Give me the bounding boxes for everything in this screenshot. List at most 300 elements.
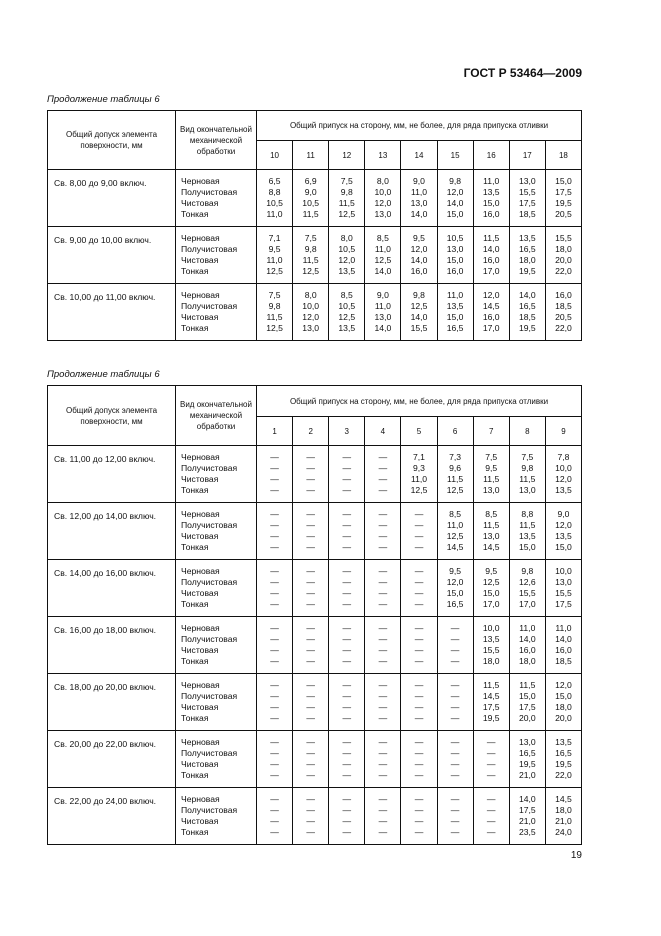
table-row	[48, 446, 582, 503]
allowance-value: 14,0	[410, 255, 428, 265]
allowance-values-cell	[329, 446, 365, 503]
allowance-value: 11,5	[302, 255, 319, 265]
table-row	[48, 284, 582, 341]
allowance-value: 11,5	[266, 312, 283, 322]
machining-type: Чистовая	[181, 198, 219, 208]
allowance-value: 16,5	[446, 599, 464, 609]
allowance-value: —	[306, 634, 315, 644]
tolerance-range-cell: Св. 10,00 до 11,00 включ.	[48, 284, 176, 341]
allowance-value: 9,8	[521, 463, 534, 473]
allowance-values-cell	[473, 731, 509, 788]
allowance-values-cell	[257, 170, 293, 227]
allowance-value: —	[270, 656, 279, 666]
machining-types-cell	[176, 674, 257, 731]
machining-type: Тонкая	[181, 713, 209, 723]
allowance-values-cell	[437, 446, 473, 503]
allowance-value: —	[450, 748, 460, 758]
allowance-value: 23,5	[518, 827, 536, 837]
allowance-value: 21,0	[518, 770, 536, 780]
allowance-values-cell	[365, 446, 401, 503]
allowance-value: 17,0	[482, 599, 500, 609]
header-tolerance: Общий допуск элемента поверхности, мм	[48, 111, 176, 170]
machining-type: Тонкая	[181, 770, 209, 780]
allowance-value: —	[306, 645, 315, 655]
machining-type: Тонкая	[181, 656, 209, 666]
allowance-values-cell	[365, 170, 401, 227]
allowance-value: 11,0	[447, 520, 464, 530]
allowance-value: 14,0	[410, 209, 428, 219]
allowance-value: 18,0	[482, 656, 500, 666]
allowance-values-cell	[401, 503, 437, 560]
allowance-value: 16,0	[555, 645, 572, 655]
allowance-values-cell	[473, 284, 509, 341]
allowance-value: 12,5	[374, 255, 392, 265]
machining-type: Получистовая	[181, 463, 238, 473]
allowance-value: —	[378, 737, 388, 747]
allowance-value: 9,8	[304, 244, 317, 254]
allowance-value: —	[270, 531, 279, 541]
allowance-value: —	[342, 509, 352, 519]
allowance-values-cell	[329, 227, 365, 284]
allowance-value: 21,0	[518, 816, 536, 826]
table-row	[48, 503, 582, 560]
allowance-value: 13,5	[446, 301, 464, 311]
allowance-value: —	[378, 691, 388, 701]
header-allowance-group: Общий припуск на сторону, мм, не более, для ряда припуска отливки	[257, 386, 582, 417]
allowance-value: 12,0	[482, 290, 500, 300]
allowance-values-cell	[473, 560, 509, 617]
machining-type: Чистовая	[181, 759, 219, 769]
allowance-value: —	[306, 805, 315, 815]
allowance-value: —	[342, 713, 352, 723]
allowance-value: —	[378, 794, 388, 804]
allowance-values-cell	[257, 560, 293, 617]
machining-types-cell	[176, 788, 257, 845]
machining-type: Получистовая	[181, 577, 238, 587]
allowance-value: 15,0	[555, 542, 572, 552]
allowance-value: 6,9	[304, 176, 317, 186]
allowance-values-cell	[509, 788, 545, 845]
allowance-value: 14,0	[374, 323, 392, 333]
machining-type: Черновая	[181, 290, 220, 300]
allowance-value: —	[270, 737, 279, 747]
allowance-value: 19,5	[482, 713, 500, 723]
allowance-value: 15,0	[446, 209, 464, 219]
allowance-values-cell	[329, 674, 365, 731]
allowance-value: 11,0	[410, 474, 428, 484]
allowance-values-cell	[329, 617, 365, 674]
allowance-value: 15,0	[482, 588, 500, 598]
allowance-value: 12,5	[410, 485, 428, 495]
allowance-value: 16,0	[410, 266, 428, 276]
allowance-value: 16,0	[482, 209, 500, 219]
machining-type: Тонкая	[181, 599, 209, 609]
allowance-value: 20,0	[518, 713, 536, 723]
allowance-value: —	[270, 463, 279, 473]
allowance-value: 12,0	[446, 577, 464, 587]
table-row	[48, 170, 582, 227]
allowance-value: 14,0	[410, 312, 428, 322]
allowance-value: 14,0	[518, 634, 536, 644]
allowance-value: —	[450, 805, 460, 815]
allowance-values-cell	[257, 788, 293, 845]
allowance-value: —	[270, 599, 279, 609]
allowance-value: —	[342, 634, 352, 644]
allowance-values-cell	[509, 674, 545, 731]
allowance-values-cell	[293, 284, 329, 341]
allowance-values-cell	[257, 503, 293, 560]
allowance-values-cell	[437, 788, 473, 845]
allowance-value: 12,0	[555, 520, 572, 530]
allowance-value: 22,0	[555, 266, 572, 276]
allowance-value: 11,0	[410, 187, 428, 197]
allowance-table-1	[47, 110, 582, 341]
allowance-values-cell	[473, 674, 509, 731]
allowance-value: 7,3	[449, 452, 462, 462]
machining-type: Тонкая	[181, 266, 209, 276]
allowance-value: —	[486, 805, 496, 815]
allowance-value: 8,8	[268, 187, 281, 197]
allowance-value: 12,5	[266, 266, 283, 276]
allowance-value: —	[414, 816, 424, 826]
series-header: 4	[365, 417, 401, 446]
allowance-values-cell	[545, 170, 581, 227]
allowance-value: —	[414, 509, 424, 519]
allowance-value: 20,0	[555, 713, 572, 723]
machining-type: Получистовая	[181, 187, 238, 197]
machining-type: Тонкая	[181, 209, 209, 219]
allowance-value: —	[306, 702, 315, 712]
allowance-value: 15,5	[555, 233, 572, 243]
allowance-value: 8,5	[449, 509, 462, 519]
allowance-value: —	[306, 794, 315, 804]
allowance-value: —	[450, 770, 460, 780]
allowance-value: —	[342, 577, 352, 587]
machining-type: Черновая	[181, 509, 220, 519]
allowance-value: —	[414, 623, 424, 633]
allowance-value: 16,5	[555, 748, 572, 758]
allowance-value: —	[342, 623, 352, 633]
machining-type: Черновая	[181, 452, 220, 462]
allowance-value: 16,0	[482, 255, 500, 265]
allowance-values-cell	[293, 446, 329, 503]
allowance-value: —	[378, 702, 388, 712]
series-header: 2	[293, 417, 329, 446]
machining-type: Чистовая	[181, 312, 219, 322]
allowance-value: 11,0	[266, 209, 283, 219]
allowance-values-cell	[437, 503, 473, 560]
allowance-value: —	[306, 577, 315, 587]
tolerance-range-cell: Св. 12,00 до 14,00 включ.	[48, 503, 176, 560]
allowance-value: 11,5	[483, 474, 500, 484]
series-header: 8	[509, 417, 545, 446]
allowance-value: 18,0	[555, 805, 572, 815]
allowance-value: —	[270, 474, 279, 484]
allowance-values-cell	[509, 446, 545, 503]
allowance-value: 9,5	[413, 233, 425, 243]
allowance-value: —	[306, 599, 315, 609]
allowance-value: —	[342, 680, 352, 690]
allowance-value: —	[342, 748, 352, 758]
allowance-value: —	[486, 816, 496, 826]
allowance-value: 13,5	[338, 266, 356, 276]
machining-type: Получистовая	[181, 691, 238, 701]
allowance-value: 11,0	[374, 301, 391, 311]
allowance-value: —	[342, 759, 352, 769]
allowance-value: —	[378, 713, 388, 723]
allowance-value: —	[342, 805, 352, 815]
allowance-value: —	[270, 588, 279, 598]
allowance-value: —	[306, 542, 315, 552]
allowance-value: —	[378, 485, 388, 495]
tolerance-range-cell: Св. 22,00 до 24,00 включ.	[48, 788, 176, 845]
allowance-values-cell	[545, 617, 581, 674]
allowance-value: —	[306, 827, 315, 837]
allowance-value: —	[414, 748, 424, 758]
allowance-value: —	[306, 680, 315, 690]
series-header: 14	[401, 141, 437, 170]
series-header: 17	[509, 141, 545, 170]
allowance-value: —	[450, 759, 460, 769]
allowance-value: 19,5	[518, 323, 536, 333]
allowance-value: —	[378, 623, 388, 633]
machining-type: Чистовая	[181, 255, 219, 265]
allowance-value: 18,0	[555, 244, 572, 254]
allowance-values-cell	[401, 674, 437, 731]
allowance-value: —	[270, 577, 279, 587]
allowance-value: —	[342, 520, 352, 530]
tolerance-range-cell: Св. 14,00 до 16,00 включ.	[48, 560, 176, 617]
allowance-value: —	[378, 827, 388, 837]
allowance-value: 9,5	[485, 566, 498, 576]
table-2-caption: Продолжение таблицы 6	[47, 369, 160, 380]
allowance-value: 16,0	[518, 645, 536, 655]
allowance-values-cell	[365, 731, 401, 788]
allowance-value: —	[414, 691, 424, 701]
allowance-value: 9,0	[413, 176, 425, 186]
allowance-value: —	[378, 463, 388, 473]
machining-type: Черновая	[181, 566, 220, 576]
table-row	[48, 788, 582, 845]
allowance-value: 13,0	[482, 531, 500, 541]
allowance-value: 9,6	[449, 463, 462, 473]
allowance-values-cell	[257, 617, 293, 674]
allowance-value: 13,0	[374, 312, 392, 322]
allowance-values-cell	[257, 731, 293, 788]
allowance-value: 10,0	[374, 187, 392, 197]
allowance-values-cell	[293, 227, 329, 284]
allowance-value: 14,0	[374, 266, 392, 276]
allowance-values-cell	[545, 731, 581, 788]
allowance-values-cell	[473, 788, 509, 845]
machining-type: Черновая	[181, 176, 220, 186]
allowance-value: 18,0	[555, 702, 572, 712]
allowance-value: —	[306, 713, 315, 723]
allowance-value: 12,5	[482, 577, 500, 587]
allowance-value: 13,5	[518, 233, 536, 243]
allowance-value: 20,0	[555, 255, 572, 265]
tolerance-range-cell: Св. 20,00 до 22,00 включ.	[48, 731, 176, 788]
allowance-value: —	[306, 520, 315, 530]
allowance-value: 13,0	[446, 244, 464, 254]
allowance-value: —	[342, 542, 352, 552]
table-row	[48, 227, 582, 284]
allowance-value: 12,5	[446, 531, 464, 541]
allowance-value: —	[306, 566, 315, 576]
allowance-value: 17,0	[482, 323, 500, 333]
allowance-value: 16,5	[446, 323, 464, 333]
allowance-value: 10,5	[338, 244, 356, 254]
allowance-values-cell	[545, 788, 581, 845]
machining-types-cell	[176, 560, 257, 617]
allowance-value: 9,5	[268, 244, 281, 254]
allowance-value: —	[414, 634, 424, 644]
allowance-values-cell	[329, 503, 365, 560]
allowance-value: 10,5	[302, 198, 320, 208]
machining-type: Тонкая	[181, 485, 209, 495]
allowance-value: —	[414, 680, 424, 690]
allowance-value: —	[378, 770, 388, 780]
allowance-value: 9,8	[340, 187, 353, 197]
allowance-value: —	[450, 794, 460, 804]
header-machining-type: Вид окончательной механической обработки	[176, 111, 257, 170]
allowance-value: —	[378, 816, 388, 826]
allowance-value: —	[342, 770, 352, 780]
allowance-value: —	[270, 645, 279, 655]
allowance-value: 8,5	[376, 233, 389, 243]
allowance-values-cell	[437, 674, 473, 731]
allowance-value: —	[414, 656, 424, 666]
allowance-value: 15,5	[482, 645, 500, 655]
allowance-value: —	[378, 542, 388, 552]
allowance-value: 9,0	[304, 187, 317, 197]
allowance-value: —	[342, 463, 352, 473]
allowance-value: —	[486, 759, 496, 769]
allowance-value: —	[270, 542, 279, 552]
series-header: 15	[437, 141, 473, 170]
allowance-value: 15,5	[518, 187, 536, 197]
machining-type: Получистовая	[181, 805, 238, 815]
allowance-value: 22,0	[555, 770, 572, 780]
allowance-values-cell	[509, 560, 545, 617]
allowance-value: 13,0	[482, 485, 500, 495]
machining-type: Получистовая	[181, 520, 238, 530]
allowance-value: 10,0	[302, 301, 320, 311]
allowance-value: 11,0	[483, 176, 500, 186]
allowance-value: —	[306, 737, 315, 747]
allowance-values-cell	[329, 560, 365, 617]
allowance-value: 17,0	[518, 599, 536, 609]
allowance-value: —	[306, 485, 315, 495]
allowance-value: 9,0	[376, 290, 389, 300]
allowance-value: —	[270, 748, 279, 758]
machining-types-cell	[176, 617, 257, 674]
machining-type: Черновая	[181, 680, 220, 690]
allowance-value: 11,5	[519, 680, 536, 690]
allowance-value: 13,0	[518, 737, 536, 747]
allowance-values-cell	[293, 170, 329, 227]
allowance-value: —	[342, 691, 352, 701]
allowance-value: 20,5	[555, 209, 572, 219]
allowance-value: 11,5	[519, 474, 536, 484]
series-header: 11	[293, 141, 329, 170]
machining-type: Чистовая	[181, 588, 219, 598]
machining-types-cell	[176, 503, 257, 560]
allowance-value: 11,0	[266, 255, 283, 265]
allowance-value: 9,3	[413, 463, 425, 473]
allowance-value: 12,6	[518, 577, 536, 587]
allowance-value: —	[378, 748, 388, 758]
allowance-value: 15,0	[482, 198, 500, 208]
allowance-value: —	[414, 759, 424, 769]
machining-type: Тонкая	[181, 323, 209, 333]
allowance-values-cell	[509, 170, 545, 227]
allowance-values-cell	[329, 788, 365, 845]
allowance-values-cell	[329, 731, 365, 788]
allowance-value: 24,0	[555, 827, 572, 837]
allowance-values-cell	[509, 617, 545, 674]
allowance-values-cell	[401, 731, 437, 788]
series-header: 10	[257, 141, 293, 170]
allowance-value: 13,0	[518, 176, 536, 186]
allowance-value: —	[486, 737, 496, 747]
tolerance-range-cell: Св. 11,00 до 12,00 включ.	[48, 446, 176, 503]
allowance-value: 7,5	[485, 452, 498, 462]
allowance-value: 14,5	[482, 542, 500, 552]
allowance-value: 12,5	[446, 485, 464, 495]
allowance-value: 13,5	[338, 323, 356, 333]
machining-type: Чистовая	[181, 816, 219, 826]
allowance-value: 10,5	[266, 198, 283, 208]
allowance-value: —	[342, 827, 352, 837]
allowance-value: 11,0	[374, 244, 391, 254]
allowance-value: 7,1	[268, 233, 281, 243]
allowance-value: 18,0	[518, 255, 536, 265]
allowance-value: 15,0	[446, 255, 464, 265]
series-header: 1	[257, 417, 293, 446]
allowance-value: —	[270, 520, 279, 530]
table-row	[48, 617, 582, 674]
allowance-value: 15,0	[446, 588, 464, 598]
allowance-value: 15,5	[555, 588, 572, 598]
allowance-value: 18,5	[518, 312, 536, 322]
allowance-value: 13,0	[302, 323, 320, 333]
allowance-values-cell	[365, 503, 401, 560]
allowance-value: —	[378, 452, 388, 462]
allowance-values-cell	[293, 617, 329, 674]
allowance-value: —	[270, 713, 279, 723]
header-machining-type: Вид окончательной механической обработки	[176, 386, 257, 446]
allowance-value: 15,0	[555, 176, 572, 186]
allowance-value: —	[306, 656, 315, 666]
machining-type: Получистовая	[181, 301, 238, 311]
allowance-values-cell	[473, 170, 509, 227]
allowance-value: 17,5	[518, 805, 536, 815]
allowance-values-cell	[257, 446, 293, 503]
allowance-value: 14,0	[518, 290, 536, 300]
allowance-value: —	[378, 566, 388, 576]
allowance-value: 17,0	[482, 266, 500, 276]
allowance-value: 15,0	[518, 542, 536, 552]
allowance-values-cell	[401, 560, 437, 617]
allowance-value: 13,0	[374, 209, 392, 219]
allowance-value: 13,5	[482, 634, 500, 644]
allowance-value: 17,5	[555, 187, 572, 197]
allowance-value: 6,5	[268, 176, 281, 186]
allowance-value: 11,0	[447, 290, 464, 300]
allowance-value: 10,0	[555, 566, 572, 576]
allowance-values-cell	[545, 284, 581, 341]
